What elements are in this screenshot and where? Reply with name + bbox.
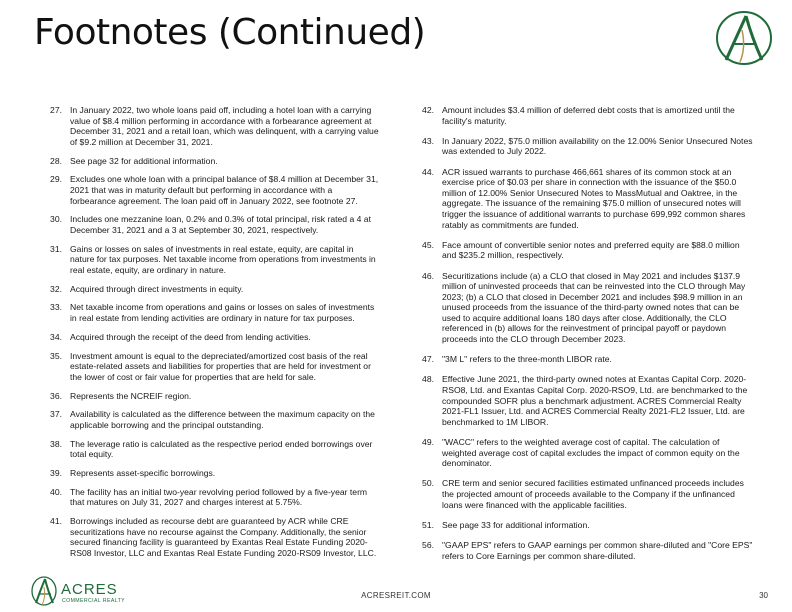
footnote-item	[40, 174, 380, 206]
footnote-item	[40, 244, 380, 276]
footnote-text: "GAAP EPS" refers to GAAP earnings per common share-diluted and "Core EPS" refers to Core Earnings per common share-diluted.	[442, 539, 753, 561]
footnote-item	[40, 487, 380, 508]
footnote-text: Represents asset-specific borrowings.	[70, 468, 216, 479]
footnote-item	[412, 520, 756, 531]
footnote-number: 42.	[422, 105, 434, 115]
brand-name: ACRES	[61, 581, 118, 598]
footnote-text: "WACC" refers to the weighted average cost of capital. The calculation of weighted average cost of capital excludes the impact of common equity on the denominator.	[442, 437, 740, 469]
footnote-text: Face amount of convertible senior notes and preferred equity are $88.0 million and $235.2 million, respectively.	[442, 239, 740, 261]
footnote-number: 45.	[422, 239, 434, 250]
footnote-text: ACR issued warrants to purchase 466,661 shares of its common stock at an exercise price of $0.03 per share in connection with the issuance of the $50.0 million of 12.00% Senior Unsecured Notes to MassMutual and Oaktree, in the aggregate. The issuance of the remaining $75.0 million of unsecured notes will trigger the issuance of additional warrants to purchase 699,992 common shares ratably as commitments are funded.	[442, 166, 746, 230]
footnote-item	[40, 516, 380, 558]
footnote-number: 34.	[50, 331, 62, 342]
footnote-number: 49.	[422, 437, 434, 447]
footnote-text: In January 2022, $75.0 million availability on the 12.00% Senior Unsecured Notes was extended to July 2022.	[442, 135, 753, 157]
footnote-number: 38.	[50, 438, 62, 449]
footnote-item	[412, 540, 756, 561]
acres-logo-icon	[712, 8, 776, 68]
footnote-text: Securitizations include (a) a CLO that closed in May 2021 and includes $137.9 million of uninvested proceeds that can be reinvested into the CLO through May 2023; (b) a CLO that closed in December 2021 and includes $98.9 million in an unused proceeds from the issuance of the third-party owned notes that can be used to acquire additional loans 180 days after close. Additionally, the CLO referenced in (b) allows for the reinvestment of principal payoff or paydown proceeds into the CLO through December 2023.	[442, 270, 746, 345]
footnote-item	[412, 478, 756, 510]
footnote-item	[40, 391, 380, 402]
footnote-number: 30.	[50, 214, 62, 225]
footnote-text: Excludes one whole loan with a principal balance of $8.4 million at December 31, 2021 that was in maturity default but performing in accordance with a forbearance agreement. The loan paid off in January 2022, see footnote 27.	[70, 174, 379, 206]
footnote-text: Acquired through the receipt of the deed from lending activities.	[70, 331, 311, 342]
footnote-number: 39.	[50, 468, 62, 479]
footnote-number: 36.	[50, 390, 62, 401]
footnote-item	[40, 214, 380, 235]
footnote-item	[40, 351, 380, 383]
footnote-text: CRE term and senior secured facilities estimated unfinanced proceeds includes the projected amount of proceeds available to the Company if the unfinanced loans were financed with the applicable facilities.	[442, 478, 744, 510]
footnote-item	[412, 437, 756, 469]
footnote-item	[40, 439, 380, 460]
footnote-item	[412, 354, 756, 365]
footnote-number: 31.	[50, 243, 62, 254]
footnote-number: 44.	[422, 166, 434, 177]
footnote-item	[412, 240, 756, 261]
footnote-item	[40, 105, 380, 147]
page-number: 30	[759, 591, 768, 600]
footnote-number: 33.	[50, 302, 62, 313]
footnote-text: Net taxable income from operations and gains or losses on sales of investments in real estate from lending activities are ordinary in nature for tax purposes.	[70, 302, 375, 324]
page-title: Footnotes (Continued)	[34, 12, 426, 53]
footnote-number: 48.	[422, 374, 434, 385]
footnote-number: 28.	[50, 155, 62, 166]
footnote-number: 50.	[422, 478, 434, 489]
footnote-text: In January 2022, two whole loans paid off, including a hotel loan with a carrying value of $8.4 million performing in accordance with a forbearance agreement at December 31, 2021 and a retail loan, which was delinquent, with a carrying value of $9.2 million at December 31, 2021.	[70, 105, 379, 147]
footnote-number: 32.	[50, 283, 62, 294]
footnote-number: 29.	[50, 174, 62, 185]
footnote-text: Availability is calculated as the difference between the maximum capacity on the applicable borrowing and the principal outstanding.	[70, 409, 375, 430]
footnote-text: Represents the NCREIF region.	[70, 390, 192, 401]
footnote-item	[40, 284, 380, 295]
footnote-text: Borrowings included as recourse debt are guaranteed by ACR while CRE securitizations have no recourse against the Company. Additionally, the senior secured financing facility is guaranteed by Exantas Real Estate Funding 2020-RS08 Investor, LLC and Exantas Real Estate Funding 2020-RS09 Investor, LLC.	[70, 516, 377, 559]
footnote-item	[40, 468, 380, 479]
footnote-item	[412, 136, 756, 157]
footnote-text: Includes one mezzanine loan, 0.2% and 0.3% of total principal, risk rated a 4 at December 31, 2021 and a 3 at September 30, 2021, respectively.	[70, 214, 371, 235]
footnote-number: 56.	[422, 539, 434, 550]
footnotes-left-column	[40, 105, 380, 567]
footnote-number: 35.	[50, 350, 62, 361]
footnote-number: 46.	[422, 270, 434, 281]
footer-url[interactable]: ACRESREIT.COM	[361, 591, 431, 600]
footnote-number: 51.	[422, 519, 434, 530]
footnote-text: Investment amount is equal to the depreciated/amortized cost basis of the real estate-related assets and liabilities for properties that are held for investment or the lower of cost or fair value for properties that are held for sale.	[70, 350, 371, 382]
footnote-item	[40, 332, 380, 343]
footnote-item	[412, 167, 756, 231]
footnote-number: 37.	[50, 409, 62, 420]
footnote-item	[40, 302, 380, 323]
footnote-text: Effective June 2021, the third-party owned notes at Exantas Capital Corp. 2020-RSO8, Ltd. and Exantas Capital Corp. 2020-RSO9, Ltd. are benchmarked to the compounded SOFR plus a benchmark adjustment. ACRES Commercial Realty 2021-FL1 Issuer, Ltd. and ACRES Commercial Realty 2021-FL2 Issuer, Ltd. are benchmarked to 1M LIBOR.	[442, 374, 748, 427]
footnote-item	[40, 156, 380, 167]
footnote-text: The facility has an initial two-year revolving period followed by a five-year term that matures on July 31, 2027 and charges interest at 5.75%.	[70, 486, 368, 508]
footnote-item	[412, 105, 756, 126]
footnote-text: See page 33 for additional information.	[442, 519, 590, 530]
footnote-number: 41.	[50, 516, 62, 527]
brand-sub: COMMERCIAL REALTY	[62, 598, 126, 604]
footnote-text: Amount includes $3.4 million of deferred debt costs that is amortized until the facility's maturity.	[442, 105, 735, 126]
footnote-text: Gains or losses on sales of investments in real estate, equity, are capital in nature for tax purposes. Net taxable income from operations from investments in real estate, equity, are ordinary in nature.	[70, 243, 376, 275]
footnotes-right-column	[412, 105, 756, 571]
footnote-text: The leverage ratio is calculated as the respective period ended borrowings over total equity.	[70, 438, 373, 460]
footnote-text: Acquired through direct investments in equity.	[70, 283, 244, 294]
footnote-number: 43.	[422, 135, 434, 146]
footnote-item	[412, 374, 756, 427]
footnote-item	[412, 271, 756, 345]
footnote-number: 47.	[422, 354, 434, 365]
footnote-text: "3M L" refers to the three-month LIBOR rate.	[442, 354, 612, 365]
footnote-item	[40, 409, 380, 430]
footnote-text: See page 32 for additional information.	[70, 155, 218, 166]
footnote-number: 40.	[50, 486, 62, 497]
footnote-number: 27.	[50, 105, 62, 115]
